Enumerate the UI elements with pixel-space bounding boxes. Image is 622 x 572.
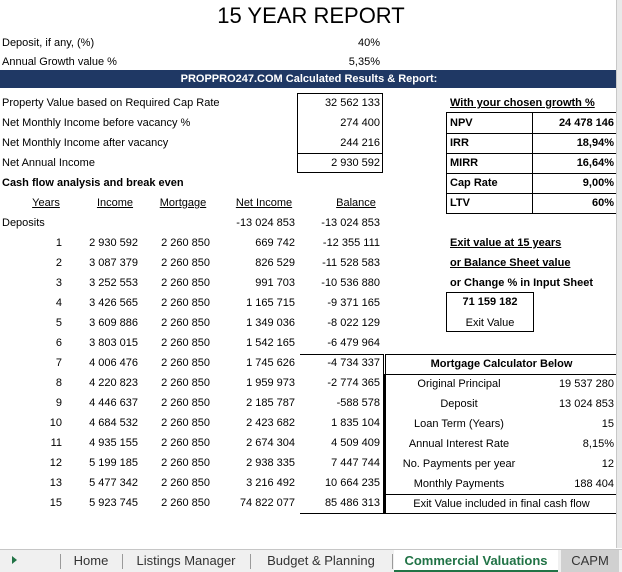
row-mortgage: 2 260 850 <box>161 277 210 289</box>
row-year: 9 <box>55 397 62 409</box>
row-balance: -9 371 165 <box>327 297 380 309</box>
tab-budget-planning[interactable]: Budget & Planning <box>267 553 375 568</box>
scroll-tabs-right-icon[interactable] <box>0 550 30 572</box>
row-mortgage: 2 260 850 <box>161 477 210 489</box>
balance-box <box>300 354 384 514</box>
deposits-balance: -13 024 853 <box>321 217 380 229</box>
results-banner: PROPPRO247.COM Calculated Results & Report: <box>0 70 618 88</box>
mortgage-calc-heading: Mortgage Calculator Below <box>430 358 573 370</box>
divider <box>60 554 61 569</box>
header-balance: Balance <box>336 197 376 209</box>
divider <box>446 193 618 194</box>
divider <box>385 374 618 375</box>
mortgage-calc-value: 13 024 853 <box>558 398 614 410</box>
deposits-net: -13 024 853 <box>236 217 295 229</box>
row-net-income: 3 216 492 <box>246 477 295 489</box>
divider <box>446 133 618 134</box>
row-net-income: 1 745 626 <box>246 357 295 369</box>
row-income: 3 426 565 <box>89 297 138 309</box>
header-years: Years <box>32 197 60 209</box>
divider <box>297 153 383 154</box>
row-mortgage: 2 260 850 <box>161 357 210 369</box>
growth-value: 9,00% <box>582 177 614 189</box>
exit-line3: or Change % in Input Sheet <box>450 277 594 289</box>
mortgage-calc-footer: Exit Value included in final cash flow <box>413 498 590 510</box>
row-balance: -4 734 337 <box>327 357 380 369</box>
result-label: Net Monthly Income after vacancy <box>2 137 169 149</box>
result-value: 32 562 133 <box>324 97 380 109</box>
row-balance: 85 486 313 <box>324 497 380 509</box>
deposit-value[interactable]: 40% <box>357 37 380 49</box>
deposit-label: Deposit, if any, (%) <box>2 37 95 49</box>
mortgage-calc-label: No. Payments per year <box>402 458 516 470</box>
growth-divider <box>532 112 533 214</box>
exit-line2: or Balance Sheet value <box>450 257 571 269</box>
header-income: Income <box>96 197 134 209</box>
row-net-income: 1 542 165 <box>246 337 295 349</box>
row-net-income: 1 349 036 <box>246 317 295 329</box>
row-mortgage: 2 260 850 <box>161 297 210 309</box>
mortgage-calc-value: 19 537 280 <box>558 378 614 390</box>
result-label: Property Value based on Required Cap Rate <box>2 97 220 109</box>
growth-label: MIRR <box>450 157 479 169</box>
row-income: 5 477 342 <box>89 477 138 489</box>
row-mortgage: 2 260 850 <box>161 237 210 249</box>
divider <box>250 554 251 569</box>
row-year: 5 <box>55 317 62 329</box>
row-income: 4 006 476 <box>89 357 138 369</box>
row-balance: 10 664 235 <box>324 477 380 489</box>
row-year: 10 <box>49 417 62 429</box>
mortgage-calc-value: 15 <box>601 418 614 430</box>
growth-label: Annual Growth value % <box>2 56 117 68</box>
row-net-income: 1 959 973 <box>246 377 295 389</box>
growth-value: 18,94% <box>576 137 614 149</box>
row-year: 15 <box>49 497 62 509</box>
row-income: 4 446 637 <box>89 397 138 409</box>
row-income: 5 199 185 <box>89 457 138 469</box>
row-income: 3 252 553 <box>89 277 138 289</box>
row-balance: -8 022 129 <box>327 317 380 329</box>
growth-value[interactable]: 5,35% <box>348 56 380 68</box>
row-mortgage: 2 260 850 <box>161 497 210 509</box>
row-balance: -6 479 964 <box>327 337 380 349</box>
tab-listings-manager[interactable]: Listings Manager <box>136 553 236 568</box>
row-mortgage: 2 260 850 <box>161 317 210 329</box>
exit-value[interactable]: 71 159 182 <box>462 296 518 308</box>
mortgage-calc-label: Annual Interest Rate <box>408 438 510 450</box>
row-mortgage: 2 260 850 <box>161 437 210 449</box>
mortgage-calc-label: Deposit <box>440 398 478 410</box>
row-year: 12 <box>49 457 62 469</box>
exit-line1: Exit value at 15 years <box>450 237 562 249</box>
result-value: 244 216 <box>340 137 380 149</box>
row-net-income: 2 423 682 <box>246 417 295 429</box>
divider <box>392 554 393 569</box>
row-net-income: 74 822 077 <box>239 497 295 509</box>
result-label: Net Monthly Income before vacancy % <box>2 117 191 129</box>
growth-value: 24 478 146 <box>558 117 614 129</box>
row-year: 7 <box>55 357 62 369</box>
row-income: 3 803 015 <box>89 337 138 349</box>
row-net-income: 991 703 <box>255 277 295 289</box>
row-mortgage: 2 260 850 <box>161 397 210 409</box>
row-year: 4 <box>55 297 62 309</box>
row-balance: -12 355 111 <box>322 237 380 249</box>
row-mortgage: 2 260 850 <box>161 337 210 349</box>
row-mortgage: 2 260 850 <box>161 377 210 389</box>
header-mortgage: Mortgage <box>159 197 207 209</box>
row-balance: 1 835 104 <box>331 417 380 429</box>
growth-heading: With your chosen growth % <box>450 97 595 109</box>
row-balance: -588 578 <box>336 397 380 409</box>
sheet-tab-bar <box>0 549 622 572</box>
deposits-label: Deposits <box>2 217 45 229</box>
growth-label: LTV <box>450 197 470 209</box>
vertical-scrollbar[interactable] <box>616 0 622 548</box>
divider <box>385 494 618 495</box>
mortgage-calc-value: 8,15% <box>582 438 614 450</box>
row-balance: -2 774 365 <box>327 377 380 389</box>
row-year: 11 <box>50 437 62 449</box>
cashflow-heading: Cash flow analysis and break even <box>2 177 184 189</box>
mortgage-calc-label: Monthly Payments <box>413 478 505 490</box>
row-year: 1 <box>55 237 62 249</box>
row-income: 3 609 886 <box>89 317 138 329</box>
mortgage-calc-label: Loan Term (Years) <box>414 418 504 430</box>
row-balance: 4 509 409 <box>331 437 380 449</box>
growth-label: Cap Rate <box>450 177 498 189</box>
row-net-income: 669 742 <box>255 237 295 249</box>
row-income: 5 923 745 <box>89 497 138 509</box>
row-balance: 7 447 744 <box>331 457 380 469</box>
result-label: Net Annual Income <box>2 157 95 169</box>
growth-value: 60% <box>591 197 614 209</box>
row-income: 4 220 823 <box>89 377 138 389</box>
row-year: 2 <box>55 257 62 269</box>
row-net-income: 2 938 335 <box>246 457 295 469</box>
row-income: 3 087 379 <box>89 257 138 269</box>
row-income: 2 930 592 <box>89 237 138 249</box>
row-net-income: 2 185 787 <box>246 397 295 409</box>
row-year: 13 <box>49 477 62 489</box>
row-year: 6 <box>55 337 62 349</box>
tab-capm[interactable]: CAPM <box>561 550 619 572</box>
result-value: 274 400 <box>340 117 380 129</box>
exit-caption: Exit Value <box>465 317 515 329</box>
tab-home[interactable]: Home <box>73 553 109 568</box>
row-net-income: 826 529 <box>255 257 295 269</box>
mortgage-calc-value: 188 404 <box>574 478 614 490</box>
row-balance: -10 536 880 <box>321 277 380 289</box>
divider <box>122 554 123 569</box>
row-net-income: 2 674 304 <box>246 437 295 449</box>
growth-value: 16,64% <box>576 157 614 169</box>
row-balance: -11 528 583 <box>322 257 380 269</box>
mortgage-calc-value: 12 <box>601 458 614 470</box>
row-mortgage: 2 260 850 <box>161 417 210 429</box>
divider <box>446 153 618 154</box>
growth-label: NPV <box>450 117 473 129</box>
divider <box>446 173 618 174</box>
row-income: 4 935 155 <box>89 437 138 449</box>
row-income: 4 684 532 <box>89 417 138 429</box>
row-year: 8 <box>55 377 62 389</box>
mortgage-calc-label: Original Principal <box>417 378 501 390</box>
row-year: 3 <box>55 277 62 289</box>
row-mortgage: 2 260 850 <box>161 457 210 469</box>
tab-commercial-valuations[interactable]: Commercial Valuations <box>394 550 558 572</box>
report-title: 15 YEAR REPORT <box>217 3 405 28</box>
row-mortgage: 2 260 850 <box>161 257 210 269</box>
header-net-income: Net Income <box>235 197 293 209</box>
result-value: 2 930 592 <box>331 157 380 169</box>
growth-label: IRR <box>450 137 469 149</box>
row-net-income: 1 165 715 <box>246 297 295 309</box>
